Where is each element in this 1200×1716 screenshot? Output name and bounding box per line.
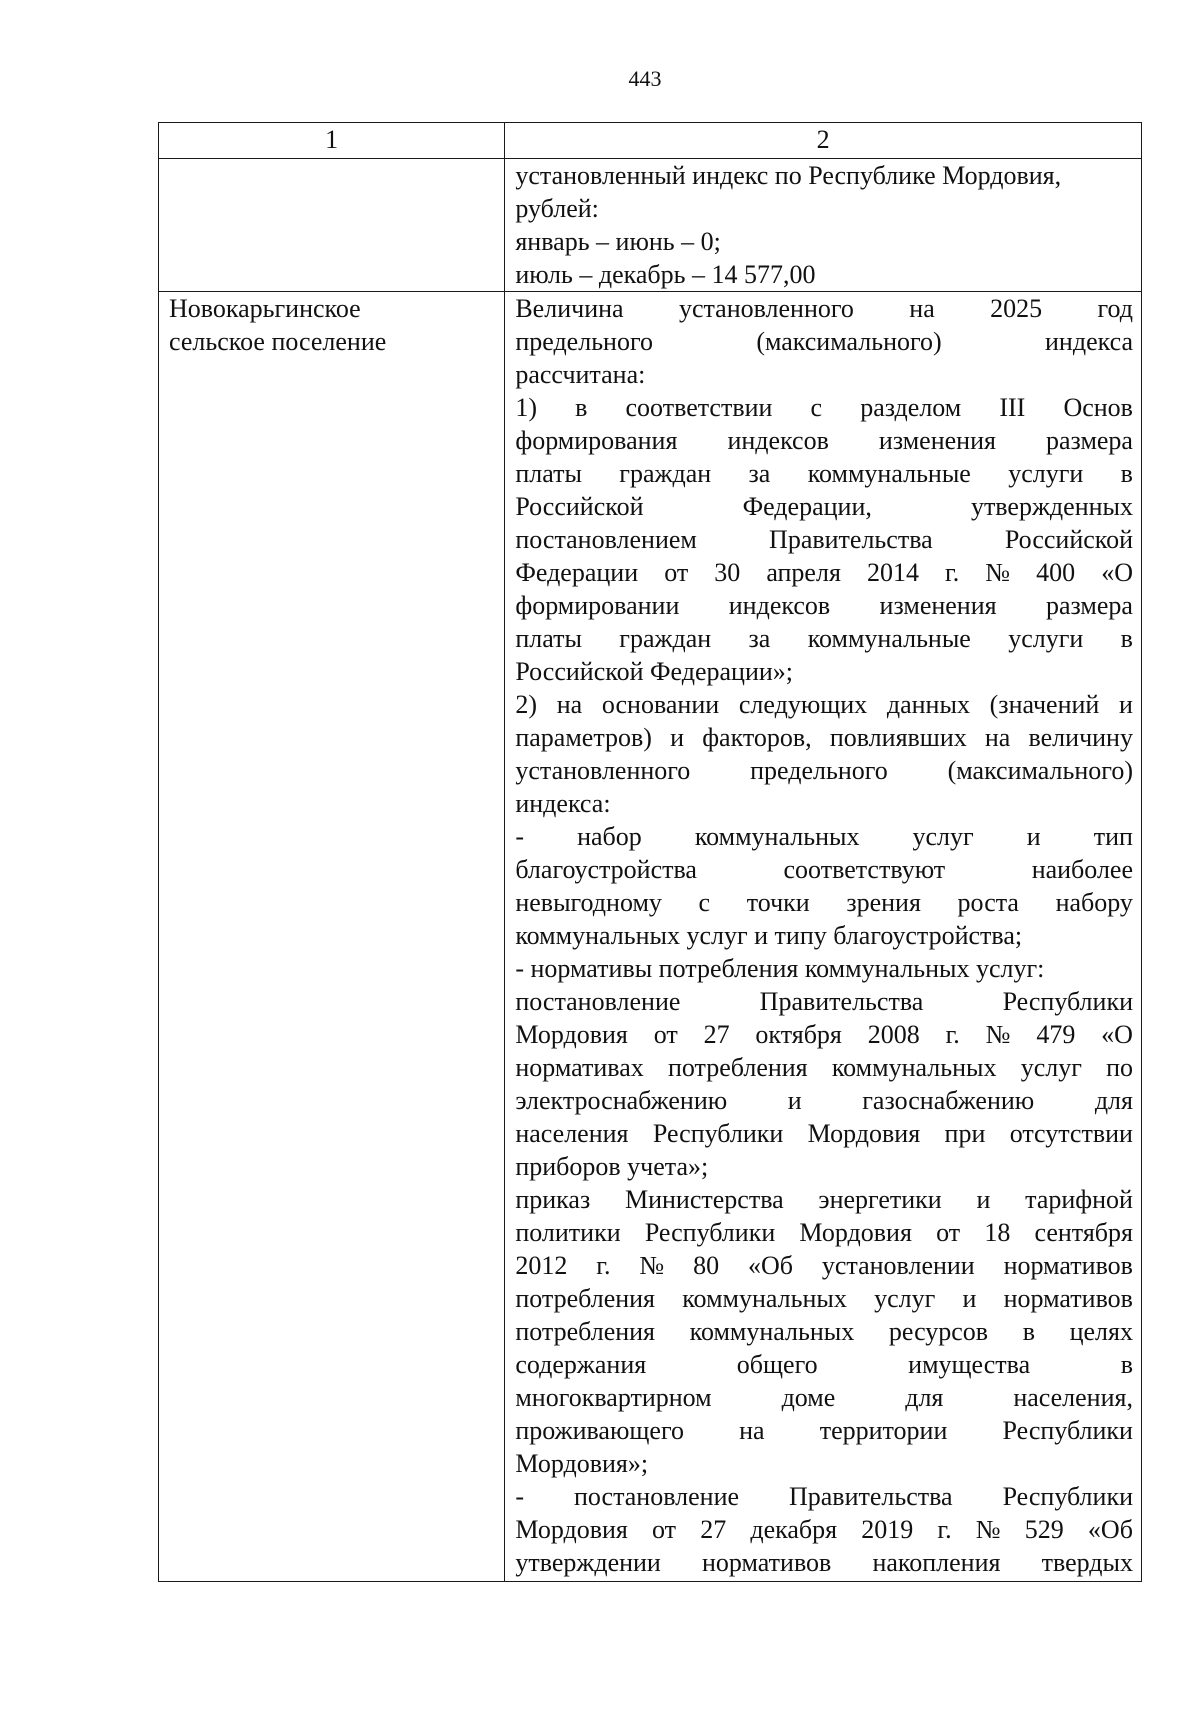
- word: Правительства: [788, 1482, 953, 1511]
- word: г.: [945, 558, 960, 587]
- word: и: [976, 1185, 991, 1214]
- text-line: индекса:: [515, 789, 611, 818]
- word: декабря: [750, 1515, 838, 1544]
- word: Правительства: [759, 987, 924, 1016]
- word: Правительства: [769, 525, 933, 554]
- word: 479: [1036, 1020, 1076, 1049]
- word: Республики: [1002, 987, 1133, 1016]
- word: граждан: [619, 624, 712, 653]
- text-line: [515, 490, 1133, 523]
- word: параметров): [515, 723, 652, 752]
- word: №: [639, 1251, 665, 1280]
- word: политики: [515, 1218, 621, 1247]
- text-line: - нормативы потребления коммунальных услуг:: [515, 954, 1045, 983]
- word: постановлением: [515, 525, 697, 554]
- word: в: [1022, 1317, 1035, 1346]
- word: и: [670, 723, 685, 752]
- word: г.: [937, 1515, 952, 1544]
- word: предельного: [750, 756, 888, 785]
- word: размера: [1045, 591, 1133, 620]
- word: зрения: [846, 888, 921, 917]
- word: в: [1120, 1350, 1133, 1379]
- text-line: [515, 424, 1133, 457]
- word: изменения: [879, 591, 997, 620]
- word: населения,: [1013, 1383, 1133, 1412]
- word: разделом: [860, 393, 962, 422]
- word: на: [909, 294, 935, 323]
- text-line: [515, 1117, 1133, 1150]
- word: Республики: [652, 1119, 784, 1148]
- text-line: [515, 1348, 1133, 1381]
- text-line: [515, 457, 1133, 490]
- word: -: [515, 822, 525, 851]
- word: в: [1120, 459, 1133, 488]
- word: коммунальные: [807, 624, 971, 653]
- word: «О: [1101, 1020, 1133, 1049]
- table-cell-settlement: [159, 159, 505, 292]
- text-line: [515, 556, 1133, 589]
- word: 2014: [866, 558, 919, 587]
- text-line: [515, 1216, 1133, 1249]
- word: нормативов: [1003, 1251, 1133, 1280]
- text-line: [515, 1480, 1133, 1513]
- word: (значений: [989, 690, 1100, 719]
- word: Величина: [515, 294, 624, 323]
- word: индексов: [728, 591, 831, 620]
- word: для: [1094, 1086, 1133, 1115]
- word: г.: [596, 1251, 611, 1280]
- word: точки: [746, 888, 810, 917]
- word: 400: [1036, 558, 1076, 587]
- word: роста: [957, 888, 1019, 917]
- word: формировании: [515, 591, 680, 620]
- word: отсутствии: [1009, 1119, 1133, 1148]
- word: потребления: [515, 1284, 656, 1313]
- word: 27: [703, 1020, 730, 1049]
- word: установленного: [678, 294, 854, 323]
- word: общего: [736, 1350, 818, 1379]
- word: услуги: [1008, 624, 1084, 653]
- word: формирования: [515, 426, 678, 455]
- word: коммунальных: [694, 822, 860, 851]
- word: №: [985, 1020, 1011, 1049]
- word: в: [575, 393, 588, 422]
- text-line: июль – декабрь – 14 577,00: [515, 260, 816, 289]
- word: нормативов: [702, 1548, 832, 1577]
- word: наиболее: [1031, 855, 1133, 884]
- word: территории: [819, 1416, 948, 1445]
- word: 30: [714, 558, 741, 587]
- word: Республики: [1002, 1482, 1133, 1511]
- word: за: [748, 624, 771, 653]
- word: III: [999, 393, 1026, 422]
- word: на: [739, 1416, 765, 1445]
- word: для: [905, 1383, 944, 1412]
- word: граждан: [619, 459, 712, 488]
- page-number: 443: [628, 66, 662, 91]
- text-line: [515, 1513, 1133, 1546]
- word: апреля: [766, 558, 841, 587]
- text-line: установленный индекс по Республике Мордовия,: [515, 161, 1062, 190]
- word: платы: [515, 459, 582, 488]
- text-line: [515, 820, 1133, 853]
- word: тип: [1093, 822, 1133, 851]
- word: Министерства: [624, 1185, 784, 1214]
- text-line: [515, 1282, 1133, 1315]
- text-line: [515, 292, 1133, 325]
- word: установленного: [515, 756, 691, 785]
- word: утверждении: [515, 1548, 661, 1577]
- word: коммунальных: [682, 1284, 847, 1313]
- text-line: [515, 853, 1133, 886]
- word: 2025: [990, 294, 1043, 323]
- word: и: [1026, 822, 1041, 851]
- word: услуг: [1020, 1053, 1082, 1082]
- text-line: рублей:: [515, 194, 599, 223]
- text-line: [515, 622, 1133, 655]
- word: утвержденных: [970, 492, 1133, 521]
- table-cell-description: [505, 159, 1142, 292]
- word: индексов: [727, 426, 829, 455]
- word: проживающего: [515, 1416, 684, 1445]
- word: за: [748, 459, 771, 488]
- word: от: [653, 1020, 678, 1049]
- text-line: [515, 721, 1133, 754]
- word: Мордовия: [807, 1119, 921, 1148]
- word: с: [698, 888, 711, 917]
- word: Республики: [1002, 1416, 1133, 1445]
- word: изменения: [878, 426, 996, 455]
- word: постановление: [515, 987, 681, 1016]
- text-line: [515, 1315, 1133, 1348]
- word: и: [962, 1284, 977, 1313]
- text-line: [515, 1414, 1133, 1447]
- word: факторов,: [702, 723, 812, 752]
- word: потребления: [515, 1317, 656, 1346]
- word: имущества: [908, 1350, 1031, 1379]
- table-row: [159, 292, 1142, 1582]
- word: соответствуют: [783, 855, 946, 884]
- table-row: [159, 159, 1142, 292]
- text-line: [515, 1051, 1133, 1084]
- word: от: [664, 558, 689, 587]
- word: индекса: [1045, 327, 1133, 356]
- table-cell-description: [505, 292, 1142, 1582]
- word: предельного: [515, 327, 653, 356]
- text-line: Российской Федерации»;: [515, 657, 793, 686]
- text-line: январь – июнь – 0;: [515, 227, 721, 256]
- word: энергетики: [818, 1185, 942, 1214]
- word: 529: [1024, 1515, 1064, 1544]
- word: основании: [601, 690, 720, 719]
- word: Мордовия: [515, 1515, 628, 1544]
- text-line: [515, 589, 1133, 622]
- word: приказ: [515, 1185, 591, 1214]
- word: 27: [700, 1515, 727, 1544]
- word: Мордовия: [799, 1218, 912, 1247]
- word: сентября: [1034, 1218, 1133, 1247]
- text-line: [515, 754, 1133, 787]
- text-line: [515, 985, 1133, 1018]
- word: год: [1097, 294, 1133, 323]
- word: Основ: [1063, 393, 1133, 422]
- word: 1): [515, 393, 538, 422]
- column-header-2: 2: [505, 123, 1142, 159]
- word: целях: [1069, 1317, 1133, 1346]
- word: соответствии: [625, 393, 773, 422]
- word: «Об: [1087, 1515, 1133, 1544]
- word: с: [810, 393, 823, 422]
- word: нормативах: [515, 1053, 644, 1082]
- word: газоснабжению: [862, 1086, 1035, 1115]
- word: тарифной: [1025, 1185, 1133, 1214]
- word: на: [984, 723, 1011, 752]
- word: величину: [1028, 723, 1133, 752]
- word: 2012: [515, 1251, 568, 1280]
- word: услуги: [1008, 459, 1084, 488]
- word: в: [1120, 624, 1133, 653]
- word: Федерации: [515, 558, 639, 587]
- word: Российской: [1004, 525, 1133, 554]
- word: платы: [515, 624, 582, 653]
- word: октября: [755, 1020, 842, 1049]
- word: услуг: [874, 1284, 936, 1313]
- table-header-row: [159, 123, 1142, 159]
- word: накопления: [872, 1548, 1001, 1577]
- word: при: [944, 1119, 986, 1148]
- text-line: [515, 1018, 1133, 1051]
- word: электроснабжению: [515, 1086, 728, 1115]
- word: по: [1106, 1053, 1133, 1082]
- word: содержания: [515, 1350, 647, 1379]
- word: (максимального): [947, 756, 1133, 785]
- word: от: [936, 1218, 961, 1247]
- word: и: [1119, 690, 1133, 719]
- word: следующих: [738, 690, 868, 719]
- text-line: [515, 1381, 1133, 1414]
- word: набор: [577, 822, 642, 851]
- text-line: [515, 1249, 1133, 1282]
- word: Федерации,: [742, 492, 872, 521]
- word: №: [975, 1515, 1001, 1544]
- text-line: коммунальных услуг и типу благоустройства;: [515, 921, 1023, 950]
- word: от: [652, 1515, 677, 1544]
- word: 2019: [861, 1515, 914, 1544]
- text-line: [515, 1084, 1133, 1117]
- word: Мордовия: [515, 1020, 628, 1049]
- text-line: рассчитана:: [515, 360, 646, 389]
- word: размера: [1046, 426, 1133, 455]
- table-cell-settlement: [159, 292, 505, 1582]
- word: коммунальных: [689, 1317, 855, 1346]
- word: 18: [984, 1218, 1011, 1247]
- document-table: [158, 122, 1142, 1582]
- word: нормативов: [1003, 1284, 1133, 1313]
- word: г.: [945, 1020, 960, 1049]
- text-line: [515, 325, 1133, 358]
- text-line: [515, 1183, 1133, 1216]
- word: и: [787, 1086, 802, 1115]
- word: «Об: [747, 1251, 793, 1280]
- word: 80: [693, 1251, 720, 1280]
- word: набору: [1055, 888, 1133, 917]
- word: установлении: [821, 1251, 975, 1280]
- word: повлиявших: [829, 723, 967, 752]
- text-line: [515, 391, 1133, 424]
- word: Российской: [515, 492, 644, 521]
- word: постановление: [573, 1482, 740, 1511]
- word: коммунальные: [807, 459, 971, 488]
- word: многоквартирном: [515, 1383, 712, 1412]
- text-line: [515, 1546, 1133, 1579]
- text-line: [515, 886, 1133, 919]
- word: 2008: [867, 1020, 920, 1049]
- word: «О: [1101, 558, 1133, 587]
- word: услуг: [912, 822, 974, 851]
- text-line: Мордовия»;: [515, 1449, 649, 1478]
- word: -: [515, 1482, 525, 1511]
- word: доме: [781, 1383, 836, 1412]
- word: невыгодному: [515, 888, 662, 917]
- text-line: [515, 523, 1133, 556]
- settlement-name-line: сельское поселение: [169, 327, 387, 356]
- word: потребления: [667, 1053, 808, 1082]
- text-line: приборов учета»;: [515, 1152, 709, 1181]
- word: №: [985, 558, 1011, 587]
- word: населения: [515, 1119, 629, 1148]
- word: данных: [886, 690, 970, 719]
- word: коммунальных: [831, 1053, 997, 1082]
- column-header-1: 1: [159, 123, 505, 159]
- word: на: [556, 690, 583, 719]
- word: ресурсов: [888, 1317, 989, 1346]
- word: 2): [515, 690, 538, 719]
- settlement-name-line: Новокарьгинское: [169, 294, 361, 323]
- text-line: [515, 688, 1133, 721]
- word: (максимального): [756, 327, 942, 356]
- word: твердых: [1041, 1548, 1133, 1577]
- word: благоустройства: [515, 855, 697, 884]
- word: Республики: [644, 1218, 776, 1247]
